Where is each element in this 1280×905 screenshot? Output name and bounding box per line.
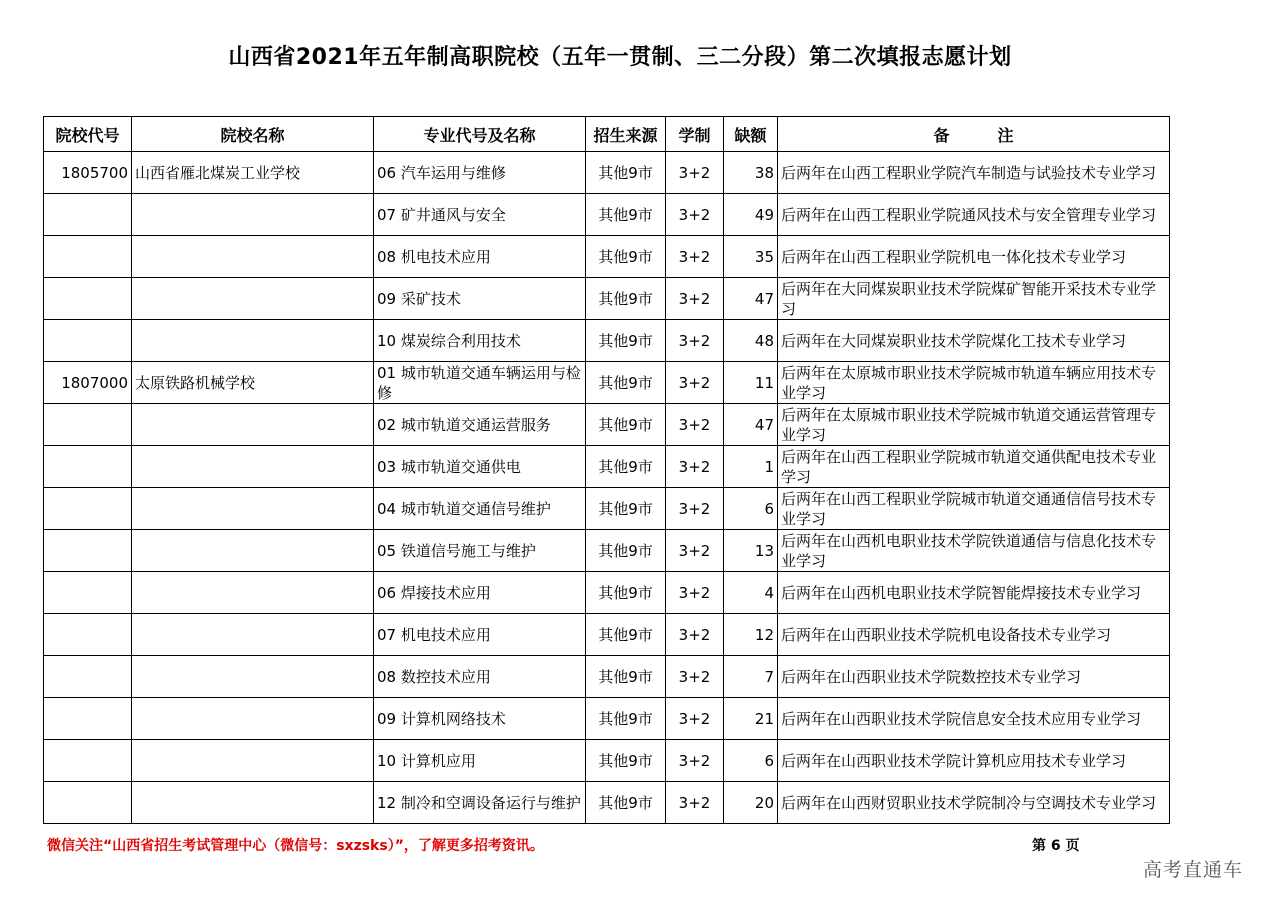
major-cell: 10 煤炭综合利用技术 xyxy=(374,320,586,362)
header-note: 备 注 xyxy=(778,117,1170,152)
vacancy-cell: 7 xyxy=(724,656,778,698)
school-code-cell xyxy=(44,572,132,614)
table-row xyxy=(44,572,1170,614)
table-row xyxy=(44,656,1170,698)
major-cell: 10 计算机应用 xyxy=(374,740,586,782)
school-code-cell xyxy=(44,614,132,656)
school-name-cell xyxy=(132,656,374,698)
duration-cell: 3+2 xyxy=(666,152,724,194)
major-cell: 06 焊接技术应用 xyxy=(374,572,586,614)
school-code-cell xyxy=(44,236,132,278)
table-row xyxy=(44,152,1170,194)
duration-cell: 3+2 xyxy=(666,236,724,278)
school-name-cell xyxy=(132,530,374,572)
source-cell: 其他9市 xyxy=(586,194,666,236)
major-cell: 07 矿井通风与安全 xyxy=(374,194,586,236)
table-row xyxy=(44,404,1170,446)
major-cell: 05 铁道信号施工与维护 xyxy=(374,530,586,572)
header-major: 专业代号及名称 xyxy=(374,117,586,152)
major-cell: 04 城市轨道交通信号维护 xyxy=(374,488,586,530)
duration-cell: 3+2 xyxy=(666,782,724,824)
note-cell: 后两年在太原城市职业技术学院城市轨道车辆应用技术专业学习 xyxy=(778,362,1170,404)
school-name-cell xyxy=(132,194,374,236)
note-cell: 后两年在山西职业技术学院机电设备技术专业学习 xyxy=(778,614,1170,656)
school-name-cell xyxy=(132,698,374,740)
note-cell: 后两年在山西职业技术学院计算机应用技术专业学习 xyxy=(778,740,1170,782)
note-cell: 后两年在山西机电职业技术学院智能焊接技术专业学习 xyxy=(778,572,1170,614)
source-cell: 其他9市 xyxy=(586,656,666,698)
school-name-cell xyxy=(132,488,374,530)
page-number: 第 6 页 xyxy=(1032,838,1080,854)
vacancy-cell: 6 xyxy=(724,740,778,782)
school-code-cell xyxy=(44,530,132,572)
school-name-cell xyxy=(132,782,374,824)
table-row xyxy=(44,362,1170,404)
enrollment-plan-table xyxy=(43,116,1170,824)
duration-cell: 3+2 xyxy=(666,320,724,362)
school-code-cell xyxy=(44,488,132,530)
school-name-cell xyxy=(132,446,374,488)
school-name-cell: 太原铁路机械学校 xyxy=(132,362,374,404)
school-code-cell xyxy=(44,656,132,698)
table-row xyxy=(44,530,1170,572)
school-name-cell xyxy=(132,320,374,362)
source-cell: 其他9市 xyxy=(586,530,666,572)
major-cell: 09 计算机网络技术 xyxy=(374,698,586,740)
vacancy-cell: 21 xyxy=(724,698,778,740)
note-cell: 后两年在大同煤炭职业技术学院煤矿智能开采技术专业学习 xyxy=(778,278,1170,320)
school-name-cell xyxy=(132,236,374,278)
source-cell: 其他9市 xyxy=(586,488,666,530)
vacancy-cell: 48 xyxy=(724,320,778,362)
source-cell: 其他9市 xyxy=(586,698,666,740)
source-cell: 其他9市 xyxy=(586,404,666,446)
major-cell: 03 城市轨道交通供电 xyxy=(374,446,586,488)
vacancy-cell: 12 xyxy=(724,614,778,656)
school-code-cell xyxy=(44,320,132,362)
school-code-cell xyxy=(44,404,132,446)
note-cell: 后两年在山西工程职业学院机电一体化技术专业学习 xyxy=(778,236,1170,278)
table-row xyxy=(44,446,1170,488)
duration-cell: 3+2 xyxy=(666,278,724,320)
table-row xyxy=(44,614,1170,656)
major-cell: 08 数控技术应用 xyxy=(374,656,586,698)
school-name-cell xyxy=(132,404,374,446)
duration-cell: 3+2 xyxy=(666,656,724,698)
table-row xyxy=(44,782,1170,824)
table-row xyxy=(44,320,1170,362)
source-cell: 其他9市 xyxy=(586,446,666,488)
note-cell: 后两年在山西工程职业学院汽车制造与试验技术专业学习 xyxy=(778,152,1170,194)
note-cell: 后两年在山西财贸职业技术学院制冷与空调技术专业学习 xyxy=(778,782,1170,824)
major-cell: 08 机电技术应用 xyxy=(374,236,586,278)
header-school-code: 院校代号 xyxy=(44,117,132,152)
header-source: 招生来源 xyxy=(586,117,666,152)
table-row xyxy=(44,488,1170,530)
note-cell: 后两年在山西机电职业技术学院铁道通信与信息化技术专业学习 xyxy=(778,530,1170,572)
school-name-cell xyxy=(132,572,374,614)
school-name-cell xyxy=(132,614,374,656)
vacancy-cell: 38 xyxy=(724,152,778,194)
table-row xyxy=(44,740,1170,782)
source-cell: 其他9市 xyxy=(586,362,666,404)
page-title: 山西省2021年五年制高职院校（五年一贯制、三二分段）第二次填报志愿计划 xyxy=(228,45,1012,70)
source-cell: 其他9市 xyxy=(586,152,666,194)
major-cell: 06 汽车运用与维修 xyxy=(374,152,586,194)
duration-cell: 3+2 xyxy=(666,698,724,740)
vacancy-cell: 11 xyxy=(724,362,778,404)
vacancy-cell: 35 xyxy=(724,236,778,278)
header-duration: 学制 xyxy=(666,117,724,152)
note-cell: 后两年在山西职业技术学院数控技术专业学习 xyxy=(778,656,1170,698)
duration-cell: 3+2 xyxy=(666,488,724,530)
school-code-cell xyxy=(44,740,132,782)
school-code-cell xyxy=(44,698,132,740)
note-cell: 后两年在太原城市职业技术学院城市轨道交通运营管理专业学习 xyxy=(778,404,1170,446)
vacancy-cell: 49 xyxy=(724,194,778,236)
duration-cell: 3+2 xyxy=(666,740,724,782)
table-row xyxy=(44,194,1170,236)
watermark: 高考直通车 xyxy=(1143,859,1244,881)
source-cell: 其他9市 xyxy=(586,278,666,320)
school-code-cell: 1807000 xyxy=(44,362,132,404)
note-cell: 后两年在山西工程职业学院城市轨道交通供配电技术专业学习 xyxy=(778,446,1170,488)
duration-cell: 3+2 xyxy=(666,362,724,404)
source-cell: 其他9市 xyxy=(586,614,666,656)
note-cell: 后两年在大同煤炭职业技术学院煤化工技术专业学习 xyxy=(778,320,1170,362)
vacancy-cell: 4 xyxy=(724,572,778,614)
vacancy-cell: 1 xyxy=(724,446,778,488)
duration-cell: 3+2 xyxy=(666,446,724,488)
wechat-notice: 微信关注“山西省招生考试管理中心（微信号：sxzsks）”，了解更多招考资讯。 xyxy=(47,838,544,854)
source-cell: 其他9市 xyxy=(586,740,666,782)
vacancy-cell: 47 xyxy=(724,404,778,446)
school-code-cell xyxy=(44,278,132,320)
school-code-cell: 1805700 xyxy=(44,152,132,194)
source-cell: 其他9市 xyxy=(586,320,666,362)
major-cell: 07 机电技术应用 xyxy=(374,614,586,656)
table-row xyxy=(44,698,1170,740)
note-cell: 后两年在山西工程职业学院城市轨道交通通信信号技术专业学习 xyxy=(778,488,1170,530)
major-cell: 02 城市轨道交通运营服务 xyxy=(374,404,586,446)
duration-cell: 3+2 xyxy=(666,530,724,572)
school-name-cell xyxy=(132,278,374,320)
school-name-cell xyxy=(132,740,374,782)
table-header-row xyxy=(44,117,1170,152)
school-code-cell xyxy=(44,782,132,824)
major-cell: 01 城市轨道交通车辆运用与检修 xyxy=(374,362,586,404)
header-school-name: 院校名称 xyxy=(132,117,374,152)
major-cell: 09 采矿技术 xyxy=(374,278,586,320)
duration-cell: 3+2 xyxy=(666,614,724,656)
duration-cell: 3+2 xyxy=(666,194,724,236)
duration-cell: 3+2 xyxy=(666,404,724,446)
source-cell: 其他9市 xyxy=(586,782,666,824)
school-name-cell: 山西省雁北煤炭工业学校 xyxy=(132,152,374,194)
vacancy-cell: 13 xyxy=(724,530,778,572)
table-row xyxy=(44,236,1170,278)
vacancy-cell: 6 xyxy=(724,488,778,530)
source-cell: 其他9市 xyxy=(586,572,666,614)
school-code-cell xyxy=(44,194,132,236)
major-cell: 12 制冷和空调设备运行与维护 xyxy=(374,782,586,824)
note-cell: 后两年在山西工程职业学院通风技术与安全管理专业学习 xyxy=(778,194,1170,236)
header-vacancy: 缺额 xyxy=(724,117,778,152)
note-cell: 后两年在山西职业技术学院信息安全技术应用专业学习 xyxy=(778,698,1170,740)
school-code-cell xyxy=(44,446,132,488)
duration-cell: 3+2 xyxy=(666,572,724,614)
table-row xyxy=(44,278,1170,320)
source-cell: 其他9市 xyxy=(586,236,666,278)
vacancy-cell: 47 xyxy=(724,278,778,320)
vacancy-cell: 20 xyxy=(724,782,778,824)
